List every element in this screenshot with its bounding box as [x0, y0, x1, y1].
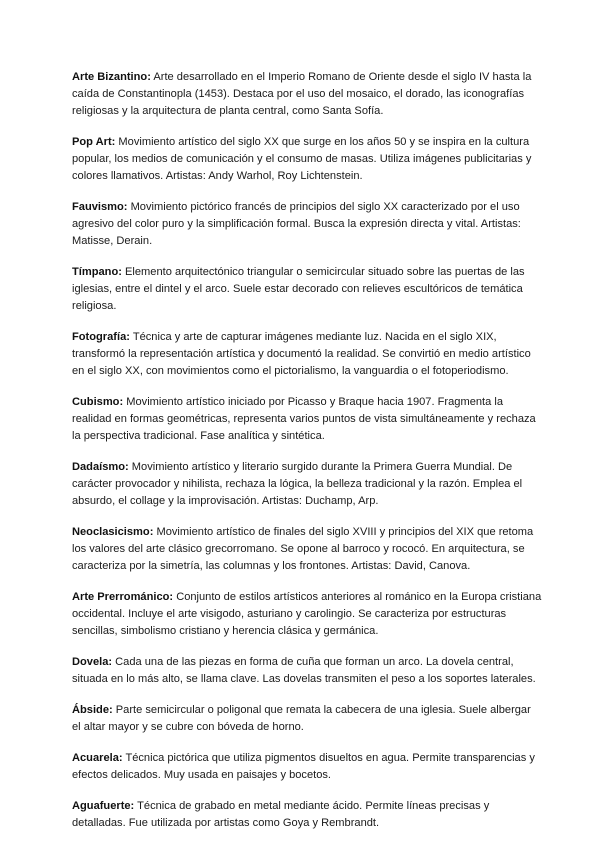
entry-definition: Parte semicircular o poligonal que remata la cabecera de una iglesia. Suele albergar el altar mayor y se cubre con bóveda de horno.	[72, 704, 531, 733]
glossary-entry-fotografia	[72, 329, 542, 380]
entry-definition: Movimiento artístico y literario surgido durante la Primera Guerra Mundial. De carácter provocador y nihilista, rechaza la lógica, la belleza tradicional y la razón. Emplea el absurdo, el collage y la improvisación. Artistas: Duchamp, Arp.	[72, 461, 523, 507]
glossary-entry-fauvismo	[72, 199, 542, 250]
entry-term: Neoclasicismo:	[72, 526, 154, 538]
glossary-entry-timpano	[72, 264, 542, 315]
entry-term: Aguafuerte:	[72, 800, 135, 812]
glossary-entry-acuarela	[72, 750, 542, 784]
entry-definition: Movimiento pictórico francés de principios del siglo XX caracterizado por el uso agresivo del color puro y la simplificación formal. Busca la expresión directa y vital. Artistas: Matisse, Derain.	[72, 201, 521, 247]
glossary-entry-aguafuerte	[72, 798, 542, 832]
glossary-entry-neoclasicismo	[72, 524, 542, 575]
entry-definition: Técnica de grabado en metal mediante ácido. Permite líneas precisas y detalladas. Fue utilizada por artistas como Goya y Rembrandt.	[72, 800, 490, 829]
entry-term: Arte Bizantino:	[72, 71, 151, 83]
entry-term: Cubismo:	[72, 396, 124, 408]
entry-definition: Conjunto de estilos artísticos anteriores al románico en la Europa cristiana occidental. Incluye el arte visigodo, asturiano y carolingio. Se caracteriza por estructuras sencillas, simbolismo cristiano y herencia clásica y germánica.	[72, 591, 542, 637]
glossary-entry-arte-bizantino	[72, 69, 542, 120]
entry-definition: Movimiento artístico de finales del siglo XVIII y principios del XIX que retoma los valores del arte clásico grecorromano. Se opone al barroco y rococó. En arquitectura, se caracteriza por la simetría, las columnas y los frontones. Artistas: David, Canova.	[72, 526, 534, 572]
glossary-entry-dadaismo	[72, 459, 542, 510]
glossary-entry-cubismo	[72, 394, 542, 445]
entry-term: Tímpano:	[72, 266, 122, 278]
entry-term: Acuarela:	[72, 752, 123, 764]
entry-term: Arte Prerrománico:	[72, 591, 174, 603]
entry-definition: Movimiento artístico iniciado por Picasso y Braque hacia 1907. Fragmenta la realidad en formas geométricas, representa varios puntos de vista simultáneamente y rechaza la perspectiva tradicional. Fase analítica y sintética.	[72, 396, 536, 442]
entry-definition: Movimiento artístico del siglo XX que surge en los años 50 y se inspira en la cultura popular, los medios de comunicación y el consumo de masas. Utiliza imágenes publicitarias y colores llamativos. Artistas: Andy Warhol, Roy Lichtenstein.	[72, 136, 532, 182]
glossary-entry-arte-prerromanico	[72, 589, 542, 640]
glossary-entry-dovela	[72, 654, 542, 688]
entry-definition: Técnica pictórica que utiliza pigmentos disueltos en agua. Permite transparencias y efectos delicados. Muy usada en paisajes y bocetos.	[72, 752, 535, 781]
glossary-entry-abside	[72, 702, 542, 736]
entry-definition: Cada una de las piezas en forma de cuña que forman un arco. La dovela central, situada en lo más alto, se llama clave. Las dovelas transmiten el peso a los soportes laterales.	[72, 656, 536, 685]
entry-term: Dadaísmo:	[72, 461, 129, 473]
entry-term: Pop Art:	[72, 136, 116, 148]
entry-term: Ábside:	[72, 704, 113, 716]
entry-definition: Arte desarrollado en el Imperio Romano de Oriente desde el siglo IV hasta la caída de Constantinopla (1453). Destaca por el uso del mosaico, el dorado, las iconografías religiosas y la arquitectura de planta central, como Santa Sofía.	[72, 71, 532, 117]
entry-term: Fotografía:	[72, 331, 130, 343]
entry-term: Fauvismo:	[72, 201, 128, 213]
entry-term: Dovela:	[72, 656, 113, 668]
glossary-entry-pop-art	[72, 134, 542, 185]
entry-definition: Elemento arquitectónico triangular o semicircular situado sobre las puertas de las iglesias, entre el dintel y el arco. Suele estar decorado con relieves escultóricos de temática religiosa.	[72, 266, 525, 312]
entry-definition: Técnica y arte de capturar imágenes mediante luz. Nacida en el siglo XIX, transformó la representación artística y documentó la realidad. Se convirtió en medio artístico en el siglo XX, con movimientos como el pictorialismo, la vanguardia o el fotoperiodismo.	[72, 331, 531, 377]
